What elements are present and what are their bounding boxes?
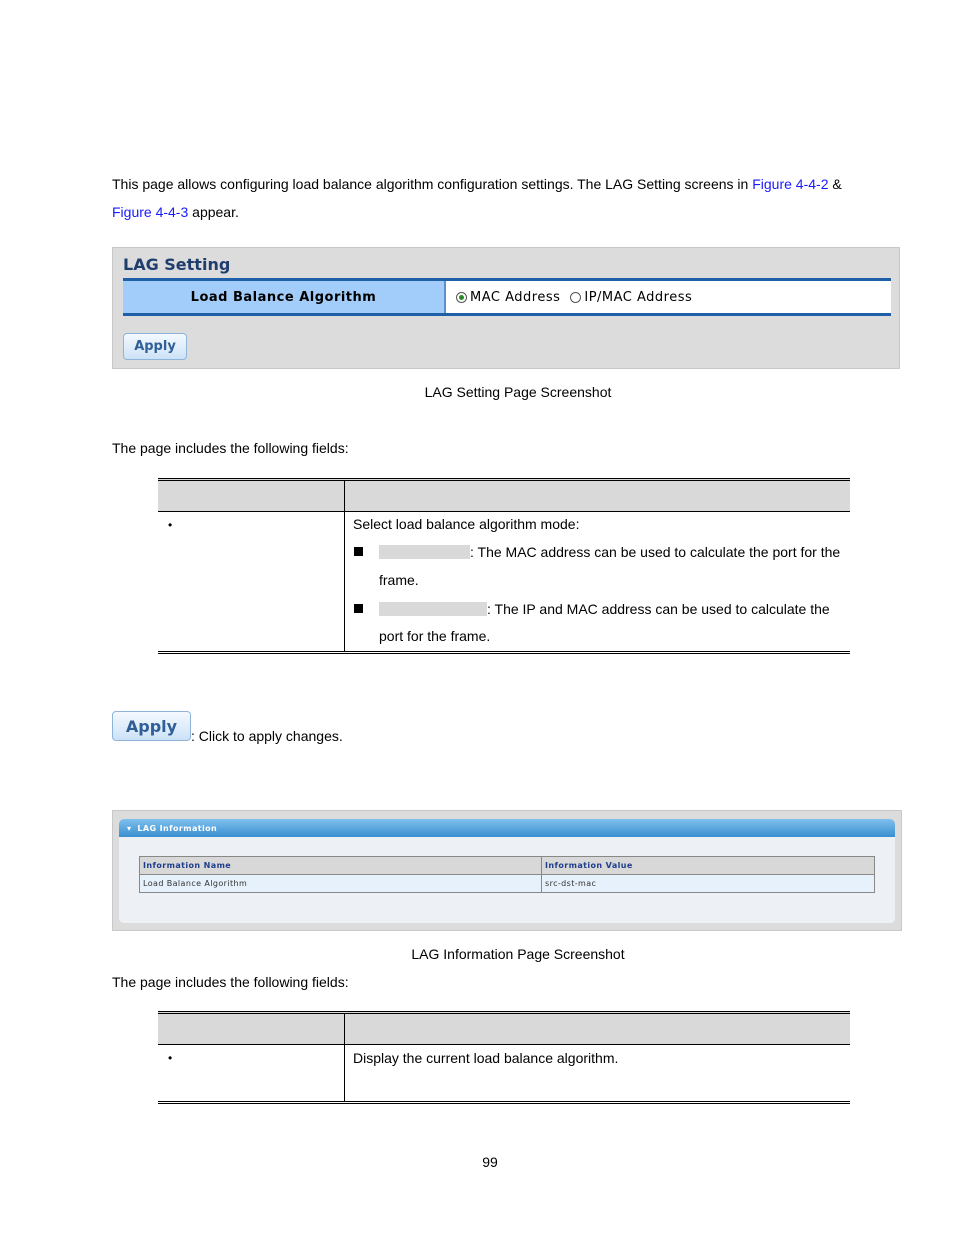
table-header — [158, 1011, 850, 1044]
ip-mac-address-option[interactable] — [570, 290, 692, 305]
desc-text: Display the current load balance algorithm. — [353, 1050, 619, 1066]
lag-information-bar[interactable] — [119, 819, 895, 837]
lag-information-table — [139, 856, 875, 893]
table-header-row — [140, 857, 874, 875]
fields-table-2 — [158, 1011, 850, 1105]
square-bullet — [354, 547, 363, 556]
lag-information-caption: LAG Information Page Screenshot — [411, 946, 625, 962]
desc-item-1-cont: frame. — [379, 572, 419, 588]
fields-table-1 — [158, 478, 850, 655]
intro-text-before: This page allows configuring load balance algorithm configuration settings. The LAG Setting screens in — [112, 176, 753, 192]
table-header — [158, 478, 850, 511]
bullet: • — [168, 1051, 173, 1065]
figure-4-4-3-link[interactable]: Figure 4-4-3 — [112, 204, 189, 220]
intro-text-after: appear. — [188, 204, 239, 220]
information-name-header: Information Name — [140, 857, 542, 874]
intro-paragraph — [112, 170, 872, 226]
fields-intro-2: The page includes the following fields: — [112, 974, 349, 990]
table-row — [140, 875, 874, 892]
mac-address-label: MAC Address — [470, 289, 561, 305]
lag-information-panel — [119, 819, 895, 923]
information-value-cell: src-dst-mac — [545, 879, 597, 888]
apply-button[interactable]: Apply — [123, 333, 187, 360]
apply-button-illustration[interactable]: Apply — [112, 711, 191, 741]
information-value-header: Information Value — [545, 861, 633, 870]
collapse-arrow-icon[interactable]: ▾ — [127, 823, 132, 833]
figure-4-4-2-link[interactable]: Figure 4-4-2 — [752, 176, 829, 192]
lag-setting-title: LAG Setting — [123, 255, 231, 274]
lag-information-title: LAG Information — [137, 823, 218, 833]
apply-note-text: : Click to apply changes. — [191, 728, 343, 744]
lag-setting-screenshot — [112, 247, 900, 369]
ip-mac-address-label: IP/MAC Address — [584, 289, 693, 305]
mac-address-option[interactable] — [456, 290, 560, 305]
desc-intro: Select load balance algorithm mode: — [353, 516, 580, 532]
page-number: 99 — [482, 1154, 498, 1170]
fields-intro-1: The page includes the following fields: — [112, 440, 349, 456]
lag-setting-caption: LAG Setting Page Screenshot — [424, 384, 612, 400]
square-bullet — [354, 604, 363, 613]
bullet: • — [168, 518, 173, 532]
intro-text-mid: & — [828, 176, 842, 192]
load-balance-algorithm-label: Load Balance Algorithm — [123, 281, 446, 313]
mac-address-radio[interactable] — [456, 292, 467, 303]
lag-information-screenshot — [112, 810, 902, 931]
desc-item-2-cont: port for the frame. — [379, 628, 491, 644]
desc-item-2: : The IP and MAC address can be used to calculate the — [379, 595, 830, 623]
load-balance-algorithm-options — [448, 281, 891, 313]
information-name-cell: Load Balance Algorithm — [140, 875, 542, 892]
lag-setting-table — [123, 278, 891, 316]
desc-item-1: : The MAC address can be used to calculate the port for the — [379, 538, 840, 566]
ip-mac-address-radio[interactable] — [570, 292, 581, 303]
